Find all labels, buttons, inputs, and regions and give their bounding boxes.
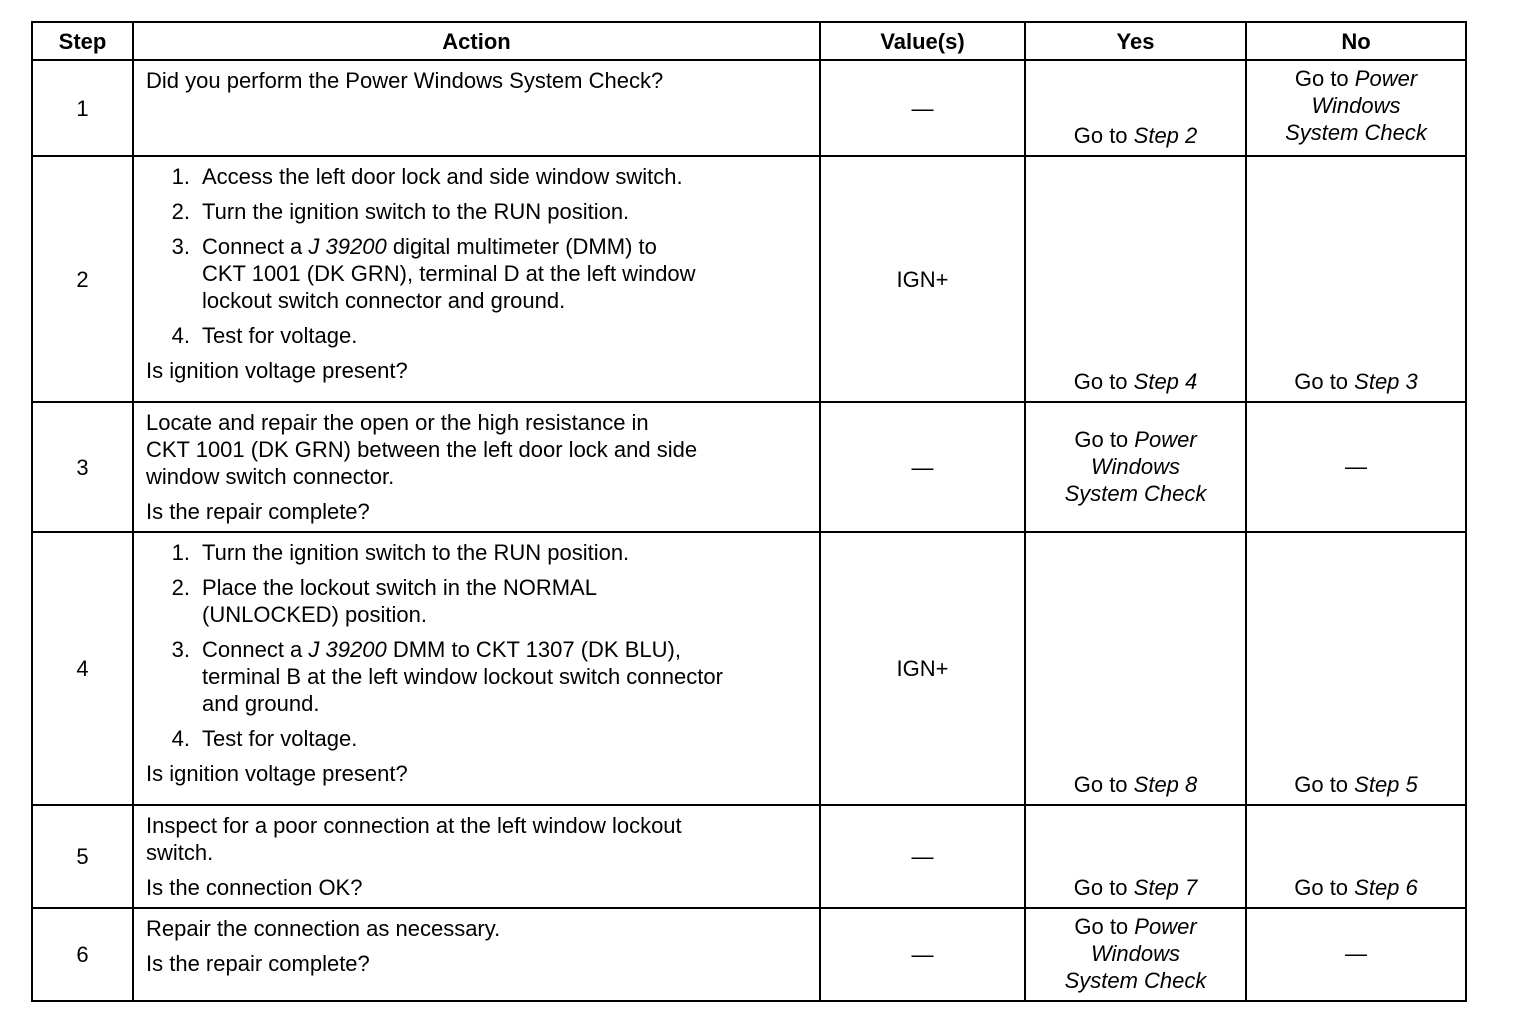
text: Turn the ignition switch to the RUN position. [202, 199, 630, 224]
step-number: 3 [32, 402, 133, 532]
yes-cell [1025, 60, 1246, 156]
action-step-number: 2. [171, 575, 190, 600]
action-step [146, 539, 809, 566]
no-cell [1246, 156, 1466, 402]
yes-text: Go to [1073, 772, 1134, 797]
action-step [146, 233, 809, 314]
action-question: Is ignition voltage present? [146, 358, 408, 383]
action-step-text [202, 322, 809, 349]
text: Access the left door lock and side window switch. [202, 164, 683, 189]
yes-text: Go to [1073, 875, 1134, 900]
action-step-number: 1. [171, 540, 190, 565]
no-cell [1246, 532, 1466, 805]
text: Test for voltage. [202, 323, 358, 348]
action-step-text [202, 198, 809, 225]
yes-cell [1025, 908, 1246, 1001]
no-target: Step 3 [1354, 369, 1418, 394]
action-step [146, 198, 809, 225]
action-step [146, 322, 809, 349]
step-number: 2 [32, 156, 133, 402]
action-cell [133, 532, 820, 805]
yes-text: Go to [1074, 426, 1135, 452]
yes-text: Go to [1073, 369, 1134, 394]
value-cell: IGN+ [820, 532, 1025, 805]
no-text: Go to [1294, 66, 1355, 91]
action-question: Is the repair complete? [146, 499, 370, 524]
action-question: Is ignition voltage present? [146, 761, 408, 786]
text: Place the lockout switch in the NORMAL (UNLOCKED) position. [202, 575, 597, 627]
value-cell: — [820, 805, 1025, 908]
action-step-text [202, 725, 809, 752]
no-text: Go to [1294, 772, 1355, 797]
header-row [32, 22, 1466, 60]
action-step-number: 1. [171, 164, 190, 189]
action-question: Is the repair complete? [146, 951, 370, 976]
header-action: Action [133, 22, 820, 60]
action-step [146, 163, 809, 190]
action-text: Repair the connection as necessary. [146, 916, 501, 941]
action-cell [133, 402, 820, 532]
action-cell [133, 60, 820, 156]
no-text: — [1345, 453, 1367, 479]
yes-target: Step 2 [1133, 123, 1198, 148]
yes-target: Power Windows System Check [1064, 426, 1207, 506]
text: Connect a [202, 637, 309, 662]
header-values: Value(s) [820, 22, 1025, 60]
action-step-text [202, 539, 809, 566]
tool-reference: J 39200 [308, 234, 387, 259]
action-step-text [202, 636, 809, 717]
table-row [32, 532, 1466, 805]
table-row [32, 60, 1466, 156]
text: Connect a [202, 234, 309, 259]
text: Test for voltage. [202, 726, 358, 751]
action-cell [133, 156, 820, 402]
action-text: Locate and repair the open or the high resistance in CKT 1001 (DK GRN) between the left door lock and side window switch connector. [146, 410, 698, 489]
action-step-text [202, 233, 809, 314]
action-text: Inspect for a poor connection at the left window lockout switch. [146, 813, 682, 865]
table-row [32, 908, 1466, 1001]
no-cell [1246, 805, 1466, 908]
action-step [146, 574, 809, 628]
yes-cell [1025, 532, 1246, 805]
action-step [146, 725, 809, 752]
yes-cell [1025, 805, 1246, 908]
header-step: Step [32, 22, 133, 60]
action-step-number: 2. [171, 199, 190, 224]
action-cell [133, 908, 820, 1001]
no-cell [1246, 402, 1466, 532]
yes-text: Go to [1074, 914, 1135, 939]
no-target: Step 6 [1354, 875, 1418, 900]
yes-target: Power Windows System Check [1064, 914, 1207, 993]
value-cell: IGN+ [820, 156, 1025, 402]
yes-cell [1025, 402, 1246, 532]
action-step-number: 3. [171, 637, 190, 662]
no-target: Power Windows System Check [1285, 66, 1427, 145]
action-text: Did you perform the Power Windows System Check? [146, 68, 664, 93]
yes-text: Go to [1073, 123, 1134, 148]
action-cell [133, 805, 820, 908]
step-number: 4 [32, 532, 133, 805]
action-step-number: 4. [171, 726, 190, 751]
value-cell: — [820, 60, 1025, 156]
yes-cell [1025, 156, 1246, 402]
no-text: — [1345, 941, 1367, 966]
action-step-text [202, 163, 809, 190]
action-step-number: 3. [171, 234, 190, 259]
value-cell: — [820, 908, 1025, 1001]
no-target: Step 5 [1354, 772, 1418, 797]
yes-target: Step 4 [1133, 369, 1198, 394]
tool-reference: J 39200 [308, 637, 387, 662]
action-step [146, 636, 809, 717]
text: DMM to CKT 1307 (DK BLU), terminal B at the left window lockout switch connector and ground. [202, 637, 723, 716]
table-row [32, 805, 1466, 908]
no-text: Go to [1294, 875, 1355, 900]
no-cell [1246, 908, 1466, 1001]
step-number: 5 [32, 805, 133, 908]
value-cell: — [820, 402, 1025, 532]
no-cell [1246, 60, 1466, 156]
table-row [32, 402, 1466, 532]
action-step-number: 4. [171, 323, 190, 348]
action-question: Is the connection OK? [146, 875, 363, 900]
yes-target: Step 8 [1133, 772, 1198, 797]
text: digital multimeter (DMM) to CKT 1001 (DK GRN), terminal D at the left window lockout switch connector and ground. [202, 234, 696, 313]
step-number: 1 [32, 60, 133, 156]
header-no: No [1246, 22, 1466, 60]
header-yes: Yes [1025, 22, 1246, 60]
yes-target: Step 7 [1133, 875, 1198, 900]
text: Turn the ignition switch to the RUN position. [202, 540, 630, 565]
step-number: 6 [32, 908, 133, 1001]
action-step-text [202, 574, 809, 628]
table-row [32, 156, 1466, 402]
diagnostic-table [31, 21, 1467, 1002]
no-text: Go to [1294, 369, 1355, 394]
